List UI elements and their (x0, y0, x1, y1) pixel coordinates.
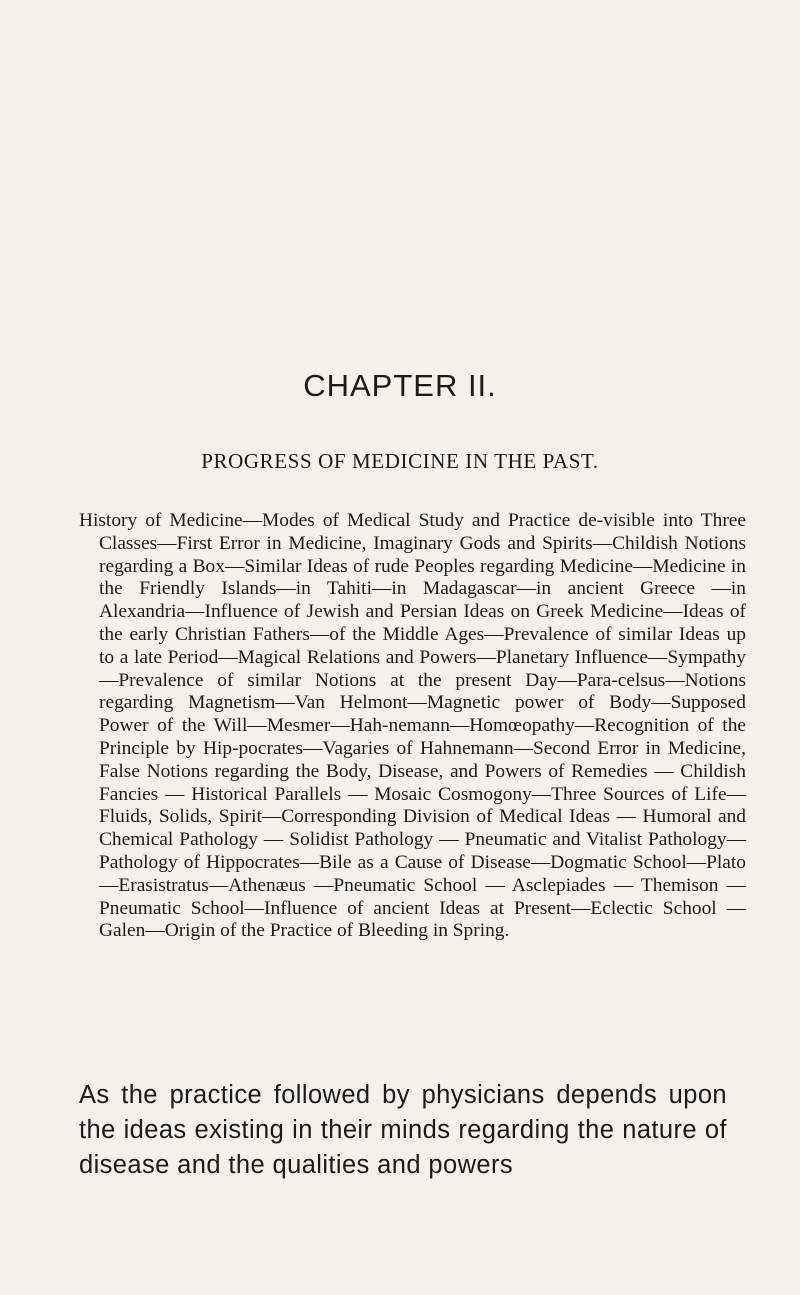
body-paragraph: As the practice followed by physicians depends upon the ideas existing in their minds regarding the nature of disease and the qualities and powers (79, 1081, 727, 1179)
section-title: PROGRESS OF MEDICINE IN THE PAST. (201, 449, 599, 473)
chapter-synopsis: History of Medicine—Modes of Medical Study and Practice de-visible into Three Classes—First Error in Medicine, Imaginary Gods and Spirits—Childish Notions regarding a Box—Similar Ideas of rude Peoples regarding Medicine—Medicine in the Friendly Islands—in Tahiti—in Madagascar—in ancient Greece —in Alexandria—Influence of Jewish and Persian Ideas on Greek Medicine—Ideas of the early Christian Fathers—of the Middle Ages—Prevalence of similar Ideas up to a late Period—Magical Relations and Powers—Planetary Influence—Sympathy —Prevalence of similar Notions at the present Day—Para-celsus—Notions regarding Magnetism—Van Helmont—Magnetic power of Body—Supposed Power of the Will—Mesmer—Hah-nemann—Homœopathy—Recognition of the Principle by Hip-pocrates—Vagaries of Hahnemann—Second Error in Medicine, False Notions regarding the Body, Disease, and Powers of Remedies — Childish Fancies — Historical Parallels — Mosaic Cosmogony—Three Sources of Life—Fluids, Solids, Spirit—Corresponding Division of Medical Ideas — Humoral and Chemical Pathology — Solidist Pathology — Pneumatic and Vitalist Pathology—Pathology of Hippocrates—Bile as a Cause of Disease—Dogmatic School—Plato—Erasistratus—Athenæus —Pneumatic School — Asclepiades — Themison — Pneumatic School—Influence of ancient Ideas at Present—Eclectic School —Galen—Origin of the Practice of Bleeding in Spring. (79, 510, 746, 942)
chapter-title: CHAPTER II. (303, 368, 497, 403)
